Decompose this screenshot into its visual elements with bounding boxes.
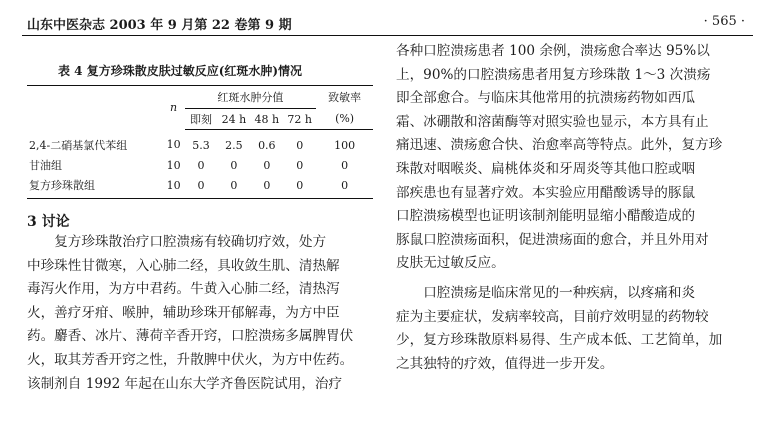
text-line: 复方珍珠散治疗口腔溃疡有较确切疗效，处方 xyxy=(54,234,327,250)
n-header: n xyxy=(163,86,185,130)
text-line: 少，复方珍珠散原料易得、生产成本低、工艺简单，加 xyxy=(396,332,723,349)
text-line: 口腔溃疡模型也证明该制剂能明显缩小醋酸造成的 xyxy=(396,208,696,225)
text-line: 火，善疗牙疳、喉肿，辅助珍珠开郁解毒，为方中臣 xyxy=(27,304,340,321)
row-value: 0 xyxy=(296,158,304,172)
row-label: 甘油组 xyxy=(29,159,62,172)
row-value: 0 xyxy=(217,175,250,199)
row-value: 0.6 xyxy=(258,138,276,152)
text-line: 豚鼠口腔溃疡面积，促进溃疡面的愈合，并且外用对 xyxy=(396,231,709,248)
page-number: · 565 · xyxy=(703,14,745,29)
text-line: 口腔溃疡是临床常见的一种疾病，以疼痛和炎 xyxy=(423,284,696,301)
group-header-cell xyxy=(27,86,163,130)
row-n: 10 xyxy=(163,175,185,199)
header-rule xyxy=(22,35,753,36)
text-line: 各种口腔溃疡患者 100 余例，溃疡愈合率达 95%以 xyxy=(396,43,710,59)
row-value: 0 xyxy=(197,158,205,172)
text-line: 珠散对咽喉炎、扁桃体炎和牙周炎等其他口腔或咽 xyxy=(396,160,696,177)
text-line: 之其独特的疗效，值得进一步开发。 xyxy=(396,355,614,372)
discussion-paragraph-1-continued xyxy=(396,40,746,276)
time-header: 72 h xyxy=(283,109,316,130)
row-rate: 0 xyxy=(316,175,373,199)
text-line: 皮肤无过敏反应。 xyxy=(396,255,505,272)
text-line: 痛迅速、溃疡愈合快、治愈率高等特点。此外，复方珍 xyxy=(396,137,723,154)
row-value: 2.5 xyxy=(225,138,243,152)
row-label: 复方珍珠散组 xyxy=(27,175,163,199)
running-header xyxy=(0,0,771,36)
row-value: 0 xyxy=(296,138,304,152)
text-line: 霜、冰硼散和溶菌酶等对照实验也显示，本方具有止 xyxy=(396,113,709,130)
row-value: 0 xyxy=(230,158,238,172)
row-value: 0 xyxy=(263,158,271,172)
row-label: 2,4-二硝基氯代苯组 xyxy=(29,138,128,152)
text-line: 火，取其芳香开窍之性，升散脾中伏火，为方中佐药。 xyxy=(27,351,354,368)
left-column xyxy=(27,40,381,396)
rate-unit: (%) xyxy=(316,109,373,130)
text-line: 药。麝香、冰片、薄荷辛香开窍，口腔溃疡多属脾胃伏 xyxy=(27,328,354,345)
table-row xyxy=(27,175,373,199)
text-line: 即全部愈合。与临床其他常用的抗溃疡药物如西瓜 xyxy=(396,90,696,107)
text-line: 症为主要症状，发病率较高，目前疗效明显的药物较 xyxy=(396,308,709,325)
time-header: 24 h xyxy=(217,109,250,130)
right-column xyxy=(396,40,746,376)
text-line: 中珍珠性甘微寒，入心肺二经，具收敛生肌、清热解 xyxy=(27,257,340,274)
time-header: 即刻 xyxy=(185,109,218,130)
text-line: 毒泻火作用，为方中君药。牛黄入心肺二经，清热泻 xyxy=(27,281,340,298)
row-n: 10 xyxy=(166,158,181,172)
text-line: 上，90%的口腔溃疡患者用复方珍珠散 1～3 次溃疡 xyxy=(396,66,711,83)
row-value: 0 xyxy=(250,175,283,199)
row-rate: 100 xyxy=(334,138,356,152)
row-n: 10 xyxy=(166,138,181,152)
text-line: 该制剂自 1992 年起在山东大学齐鲁医院试用，治疗 xyxy=(27,375,343,392)
score-group-header: 红斑水肿分值 xyxy=(185,86,317,109)
table-row xyxy=(27,155,373,175)
row-value: 5.3 xyxy=(192,138,210,152)
rate-header: 致敏率 xyxy=(316,86,373,109)
text-line: 部疾患也有显著疗效。本实验应用醋酸诱导的豚鼠 xyxy=(396,184,696,201)
journal-citation: 山东中医杂志 2003 年 9 月第 22 卷第 9 期 xyxy=(27,18,292,33)
row-rate: 0 xyxy=(341,158,349,172)
row-value: 0 xyxy=(185,175,218,199)
time-header: 48 h xyxy=(250,109,283,130)
discussion-paragraph-2 xyxy=(396,282,746,376)
section-heading: 3 讨论 xyxy=(27,214,70,230)
results-table xyxy=(27,85,373,199)
discussion-paragraph-1 xyxy=(27,231,381,396)
table-caption: 表 4 复方珍珠散皮肤过敏反应(红斑水肿)情况 xyxy=(58,64,303,78)
table-row xyxy=(27,130,373,156)
row-value: 0 xyxy=(283,175,316,199)
